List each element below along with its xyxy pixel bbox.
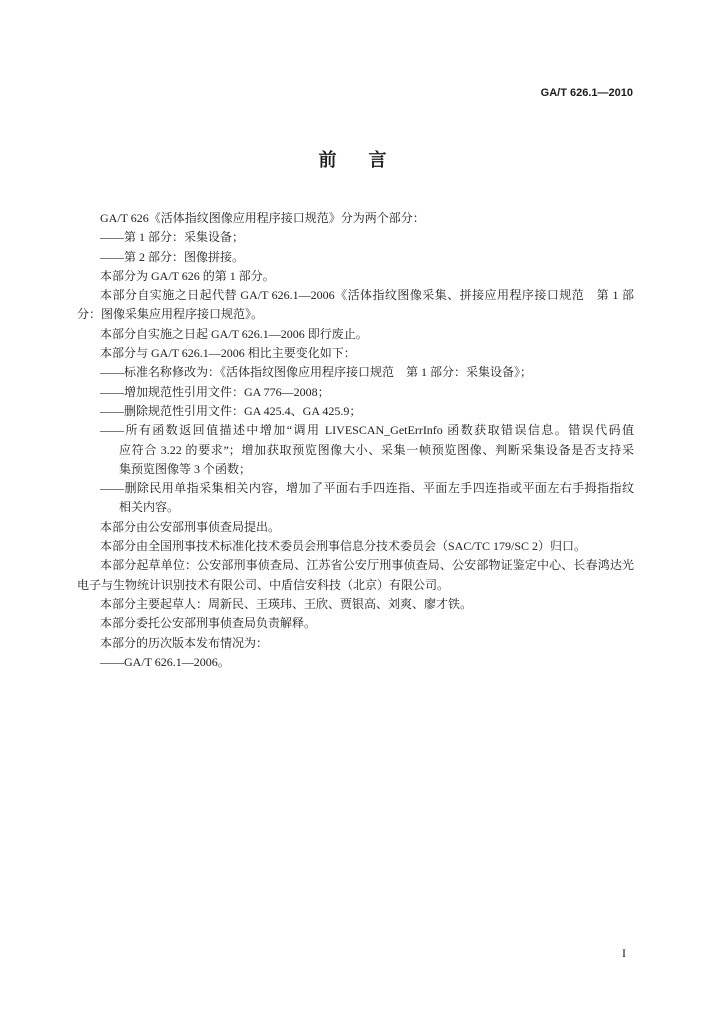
change-list-item-line: 应符合 3.22 的要求”；增加获取预览图像大小、采集一帧预览图像、判断采集设备是否支持采 bbox=[119, 442, 634, 457]
changes-intro: 本部分与 GA/T 626.1—2006 相比主要变化如下： bbox=[100, 346, 356, 361]
change-list-item-line: ——删除民用单指采集相关内容，增加了平面右手四连指、平面左手四连指或平面左右手拇指指纹 bbox=[100, 481, 634, 496]
this-part-statement: 本部分为 GA/T 626 的第 1 部分。 bbox=[100, 268, 275, 283]
change-list-item: ——标准名称修改为：《活体指纹图像应用程序接口规范 第 1 部分：采集设备》； bbox=[100, 365, 533, 380]
part-list-item: ——第 2 部分：图像拼接。 bbox=[100, 249, 245, 264]
drafting-units-line: 电子与生物统计识别技术有限公司、中盾信安科技（北京）有限公司。 bbox=[77, 577, 450, 592]
drafting-units-line: 本部分起草单位：公安部刑事侦查局、江苏省公安厅刑事侦查局、公安部物证鉴定中心、长春鸿达光 bbox=[100, 558, 634, 573]
part-list-item: ——第 1 部分：采集设备； bbox=[100, 230, 245, 245]
replacement-statement-line: 分：图像采集应用程序接口规范》。 bbox=[77, 307, 264, 322]
change-list-item: ——增加规范性引用文件：GA 776—2008； bbox=[100, 384, 330, 399]
change-list-item-line: 相关内容。 bbox=[119, 500, 180, 515]
proposed-by-statement: 本部分由公安部刑事侦查局提出。 bbox=[100, 519, 281, 534]
abolish-statement: 本部分自实施之日起 GA/T 626.1—2006 即行废止。 bbox=[100, 326, 368, 341]
drafters-statement: 本部分主要起草人：周新民、王瑛玮、王欣、贾银高、刘爽、廖才铁。 bbox=[100, 596, 473, 611]
foreword-title: 前 言 bbox=[318, 150, 394, 170]
foreword-body bbox=[77, 209, 634, 672]
change-list-item-line: 集预览图像等 3 个函数； bbox=[119, 461, 252, 476]
change-list-item-line: ——所有函数返回值描述中增加“调用 LIVESCAN_GetErrInfo 函数获取错误信息。错误代码值 bbox=[100, 423, 634, 438]
centralized-by-statement: 本部分由全国刑事技术标准化技术委员会刑事信息分技术委员会（SAC/TC 179/SC 2）归口。 bbox=[100, 539, 587, 554]
standard-code-header: GA/T 626.1—2010 bbox=[540, 87, 633, 99]
history-intro: 本部分的历次版本发布情况为： bbox=[100, 635, 269, 650]
page-number: I bbox=[622, 946, 626, 960]
foreword-intro: GA/T 626《活体指纹图像应用程序接口规范》分为两个部分： bbox=[100, 211, 425, 225]
replacement-statement-line: 本部分自实施之日起代替 GA/T 626.1—2006《活体指纹图像采集、拼接应用程序接口规范 第 1 部 bbox=[100, 288, 634, 303]
interpretation-statement: 本部分委托公安部刑事侦查局负责解释。 bbox=[100, 616, 317, 631]
history-list-item: ——GA/T 626.1—2006。 bbox=[100, 654, 230, 669]
change-list-item: ——删除规范性引用文件：GA 425.4、GA 425.9； bbox=[100, 403, 362, 418]
